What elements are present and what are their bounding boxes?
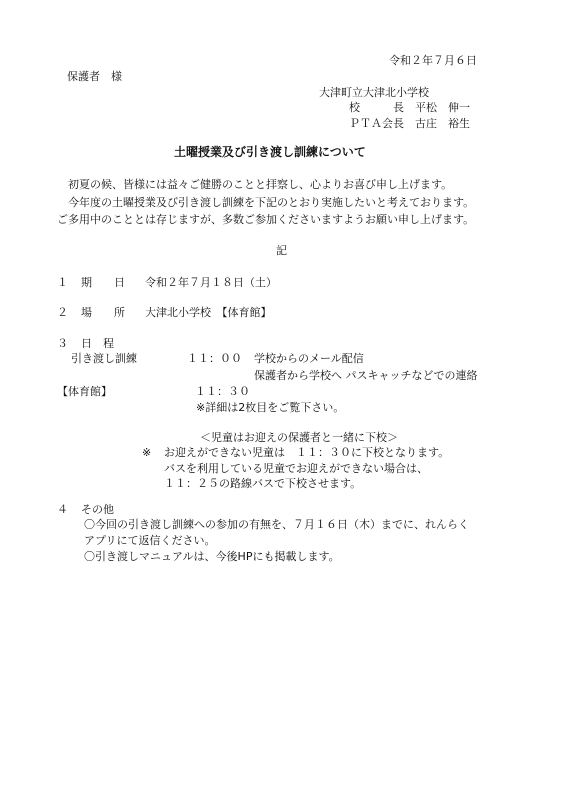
item-other-label: その他	[81, 503, 114, 516]
return-note-line1: お迎えができない児童は １１：３０に下校となります。	[164, 446, 450, 459]
sender-principal: 校 長 平松 伸一	[349, 101, 470, 114]
item-place-label: 場 所	[81, 306, 125, 319]
ki-heading: 記	[276, 244, 287, 257]
schedule-row1-label: 引き渡し訓練	[71, 352, 137, 365]
document-date: 令和２年７月６日	[389, 54, 477, 67]
return-heading: ＜児童はお迎えの保護者と一緒に下校＞	[200, 431, 398, 444]
item-other-number: ４	[57, 503, 68, 516]
sender-pta: ＰＴＡ会長 古庄 裕生	[349, 117, 470, 130]
item-date-label: 期 日	[81, 276, 125, 289]
item-schedule-label: 日 程	[81, 337, 114, 350]
addressee: 保護者 様	[67, 70, 122, 83]
item-schedule-number: ３	[57, 337, 68, 350]
return-note-line3: １１：２５の路線バスで下校させます。	[164, 477, 362, 490]
return-note-mark: ※	[142, 446, 152, 459]
intro-line-3: ご多用中のこととは存じますが、多数ご参加くださいますようお願い申し上げます。	[57, 213, 475, 226]
schedule-row2-label: 【体育館】	[57, 385, 112, 398]
document-title: 土曜授業及び引き渡し訓練について	[174, 145, 366, 159]
schedule-row1-time: １１：００	[187, 352, 242, 365]
other-line2: アプリにて返信ください。	[84, 534, 216, 547]
schedule-row2-note: ※詳細は2枚目をご覧下さい。	[196, 401, 345, 414]
item-date-value: 令和２年７月１８日（土）	[145, 276, 277, 289]
schedule-row1-desc2: 保護者から学校へ パスキャッチなどでの連絡	[254, 369, 478, 382]
other-line1: 〇今回の引き渡し訓練への参加の有無を、７月１６日（木）までに、れんらく	[84, 518, 469, 531]
item-place-number: ２	[57, 306, 68, 319]
schedule-row2-time: １１：３０	[195, 385, 250, 398]
item-date-number: １	[57, 276, 68, 289]
item-place-value: 大津北小学校 【体育館】	[145, 306, 272, 319]
sender-school: 大津町立大津北小学校	[319, 86, 429, 99]
other-line3: 〇引き渡しマニュアルは、今後HPにも掲載します。	[84, 550, 340, 563]
intro-line-2: 今年度の土曜授業及び引き渡し訓練を下記のとおり実施したいと考えております。	[68, 196, 475, 209]
schedule-row1-desc1: 学校からのメール配信	[254, 352, 364, 365]
return-note-line2: バスを利用している児童でお迎えができない場合は、	[164, 462, 428, 475]
intro-line-1: 初夏の候、皆様には益々ご健勝のことと拝察し、心よりお喜び申し上げます。	[68, 178, 453, 191]
